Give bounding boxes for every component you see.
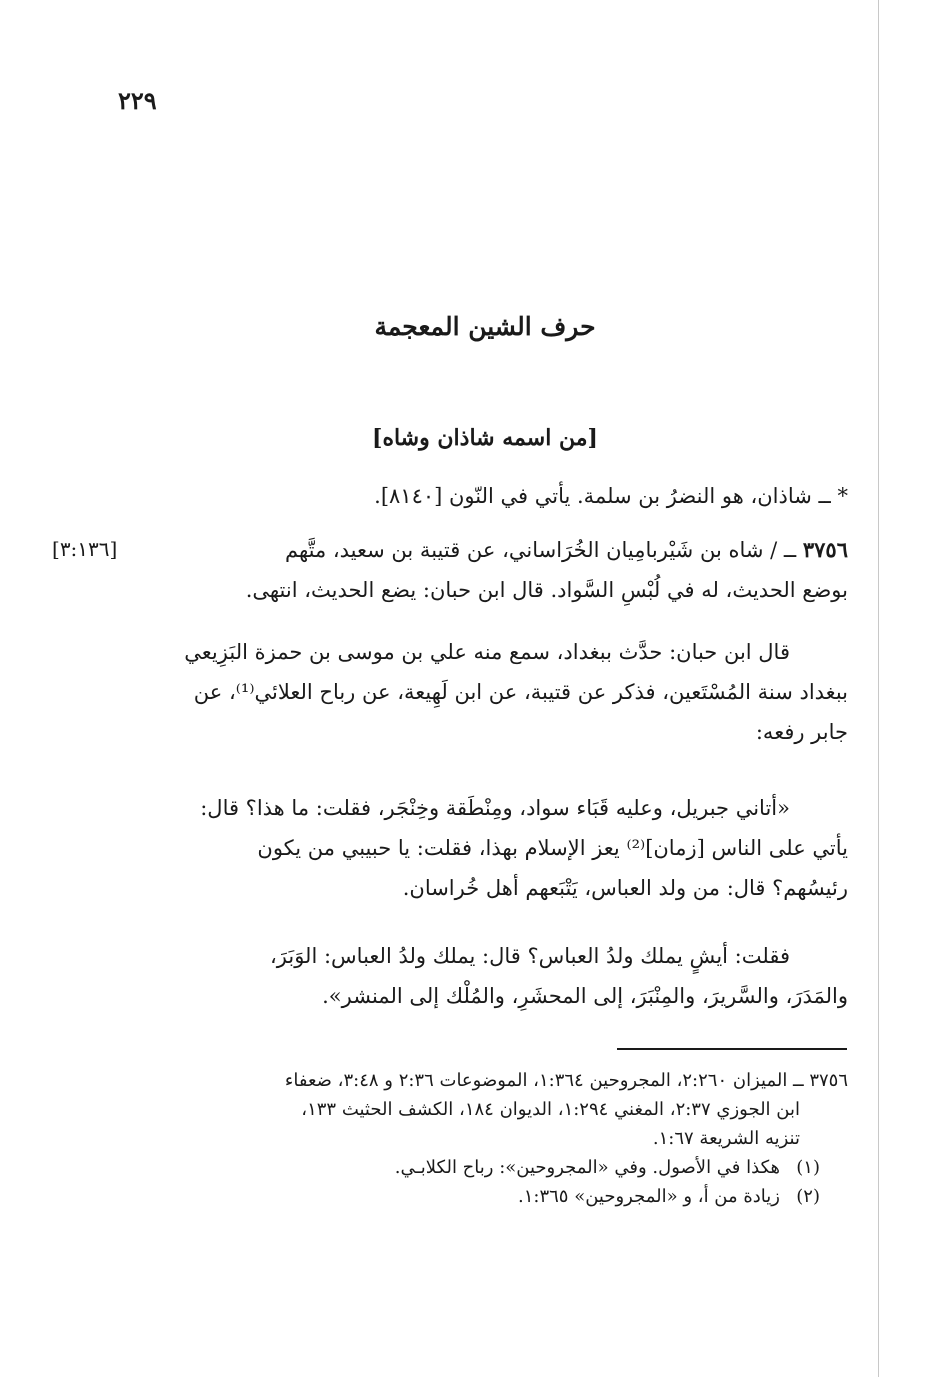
chapter-title: حرف الشين المعجمة xyxy=(374,312,596,341)
paragraph-3 xyxy=(122,936,848,1016)
paragraph-1-line: قال ابن حبان: حدَّث ببغداد، سمع منه علي بن موسى بن حمزة البَزِيعي xyxy=(184,640,790,664)
paragraph-2 xyxy=(122,788,848,908)
paragraph-2-line: «أتاني جبريل، وعليه قَبَاء سواد، ومِنْطَقة وخِنْجَر، فقلت: ما هذا؟ قال: xyxy=(200,796,790,820)
paragraph-3-line: والمَدَرَ، والسَّريرَ، والمِنْبَرَ، إلى المحشَرِ، والمُلْك إلى المنشر». xyxy=(322,984,848,1008)
footnotes xyxy=(122,1066,848,1211)
footnote-sources-line: ابن الجوزي ٢:٣٧، المغني ١:٢٩٤، الديوان ١٨٤، الكشف الحثيث ١٣٣، xyxy=(301,1099,800,1120)
section-heading: [من اسمه شاذان وشاه] xyxy=(372,425,598,451)
footnote-item xyxy=(122,1182,848,1211)
entry-line-1 xyxy=(122,530,848,570)
footnote-text: زيادة من أ، و «المجروحين» ١:٣٦٥. xyxy=(518,1186,780,1207)
entry-number: ٣٧٥٦ xyxy=(802,537,848,562)
entry-line-2: بوضع الحديث، له في لُبْسِ السَّواد. قال ابن حبان: يضع الحديث، انتهى. xyxy=(245,578,848,602)
cross-reference xyxy=(122,476,848,516)
entry-line-1-text: ــ / شاه بن شَيْربامِيان الخُرَاساني، عن قتيبة بن سعيد، متَّهم xyxy=(284,538,803,562)
paragraph-3-line: فقلت: أيشٍ يملك ولدُ العباس؟ قال: يملك ولدُ العباس: الوَبَرَ، xyxy=(270,944,790,968)
page-number: ٢٢٩ xyxy=(118,86,157,115)
paragraph-1-line: جابر رفعه: xyxy=(755,720,848,744)
footnote-sources-line: تنزيه الشريعة ١:٦٧. xyxy=(652,1128,800,1149)
entry-header xyxy=(122,530,848,610)
footnote-marker: (٢) xyxy=(796,1186,820,1207)
margin-volume-reference: [٣:١٣٦] xyxy=(52,537,118,561)
paragraph-2-line: يأتي على الناس [زمان]⁽²⁾ يعز الإسلام بهذا، فقلت: يا حبيبي من يكون xyxy=(257,836,848,860)
footnote-item xyxy=(122,1153,848,1182)
paragraph-2-line: رئيسُهم؟ قال: من ولد العباس، يَتْبَعهم أهل خُراسان. xyxy=(402,876,848,900)
paragraph-1 xyxy=(122,632,848,752)
footnote-text: هكذا في الأصول. وفي «المجروحين»: رباح الكلابـي. xyxy=(394,1157,780,1178)
footnote-divider xyxy=(617,1048,847,1050)
footnote-marker: (١) xyxy=(796,1157,820,1178)
footnote-sources-line: ٣٧٥٦ ــ الميزان ٢:٢٦٠، المجروحين ١:٣٦٤، الموضوعات ٢:٣٦ و ٣:٤٨، ضعفاء xyxy=(284,1070,848,1091)
page-edge-line xyxy=(878,0,879,1377)
cross-reference-line: * ــ شاذان، هو النضرُ بن سلمة. يأتي في النّون [٨١٤٠]. xyxy=(374,484,848,508)
paragraph-1-line: ببغداد سنة المُسْتَعين، فذكر عن قتيبة، عن ابن لَهِيعة، عن رباح العلائي⁽¹⁾، عن xyxy=(193,680,848,704)
